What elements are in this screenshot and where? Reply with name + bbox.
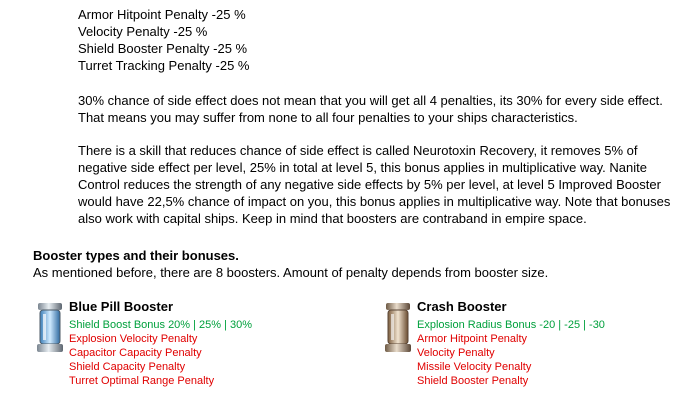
booster-name: Blue Pill Booster bbox=[69, 299, 174, 314]
booster-effects bbox=[69, 318, 252, 388]
penalty-item: Velocity Penalty -25 % bbox=[78, 24, 208, 39]
booster-bonus: Explosion Radius Bonus -20 | -25 | -30 bbox=[417, 319, 605, 331]
booster-bonus: Shield Boost Bonus 20% | 25% | 30% bbox=[69, 319, 253, 331]
booster-effects bbox=[417, 318, 605, 388]
penalty-item: Shield Booster Penalty -25 % bbox=[78, 41, 248, 56]
booster-penalty: Shield Capacity Penalty bbox=[69, 361, 186, 373]
section-intro: As mentioned before, there are 8 boosters. Amount of penalty depends from booster size. bbox=[33, 265, 549, 280]
blue-pill-booster-icon bbox=[33, 302, 67, 354]
booster-penalty: Missile Velocity Penalty bbox=[417, 361, 532, 373]
penalty-list bbox=[78, 6, 249, 74]
booster-penalty: Turret Optimal Range Penalty bbox=[69, 375, 215, 387]
booster-name: Crash Booster bbox=[417, 299, 507, 314]
booster-penalty: Capacitor Capacity Penalty bbox=[69, 347, 202, 359]
penalty-item: Armor Hitpoint Penalty -25 % bbox=[78, 7, 246, 22]
skills-paragraph: There is a skill that reduces chance of side effect is called Neurotoxin Recovery, it removes 5% of negative side effect per level, 25% in total at level 5, this bonus applies in multiplicative way. Nanite Control reduces the strength of any negative side effects by 5% per level, at level 5 Improved Booster would have 22,5% chance of impact on you, this bonus applies in multiplicative way. Note that bonuses also work with capital ships. Keep in mind that boosters are contraband in empire space. bbox=[78, 143, 671, 226]
booster-penalty: Armor Hitpoint Penalty bbox=[417, 333, 528, 345]
booster-penalty: Explosion Velocity Penalty bbox=[69, 333, 198, 345]
side-effect-paragraph: 30% chance of side effect does not mean that you will get all 4 penalties, its 30% for every side effect. That means you may suffer from none to all four penalties to your ships characteristics. bbox=[78, 93, 663, 125]
section-title: Booster types and their bonuses. bbox=[33, 248, 239, 263]
booster-penalty: Velocity Penalty bbox=[417, 347, 495, 359]
crash-booster-icon bbox=[381, 302, 415, 354]
penalty-item: Turret Tracking Penalty -25 % bbox=[78, 58, 250, 73]
booster-penalty: Shield Booster Penalty bbox=[417, 375, 529, 387]
